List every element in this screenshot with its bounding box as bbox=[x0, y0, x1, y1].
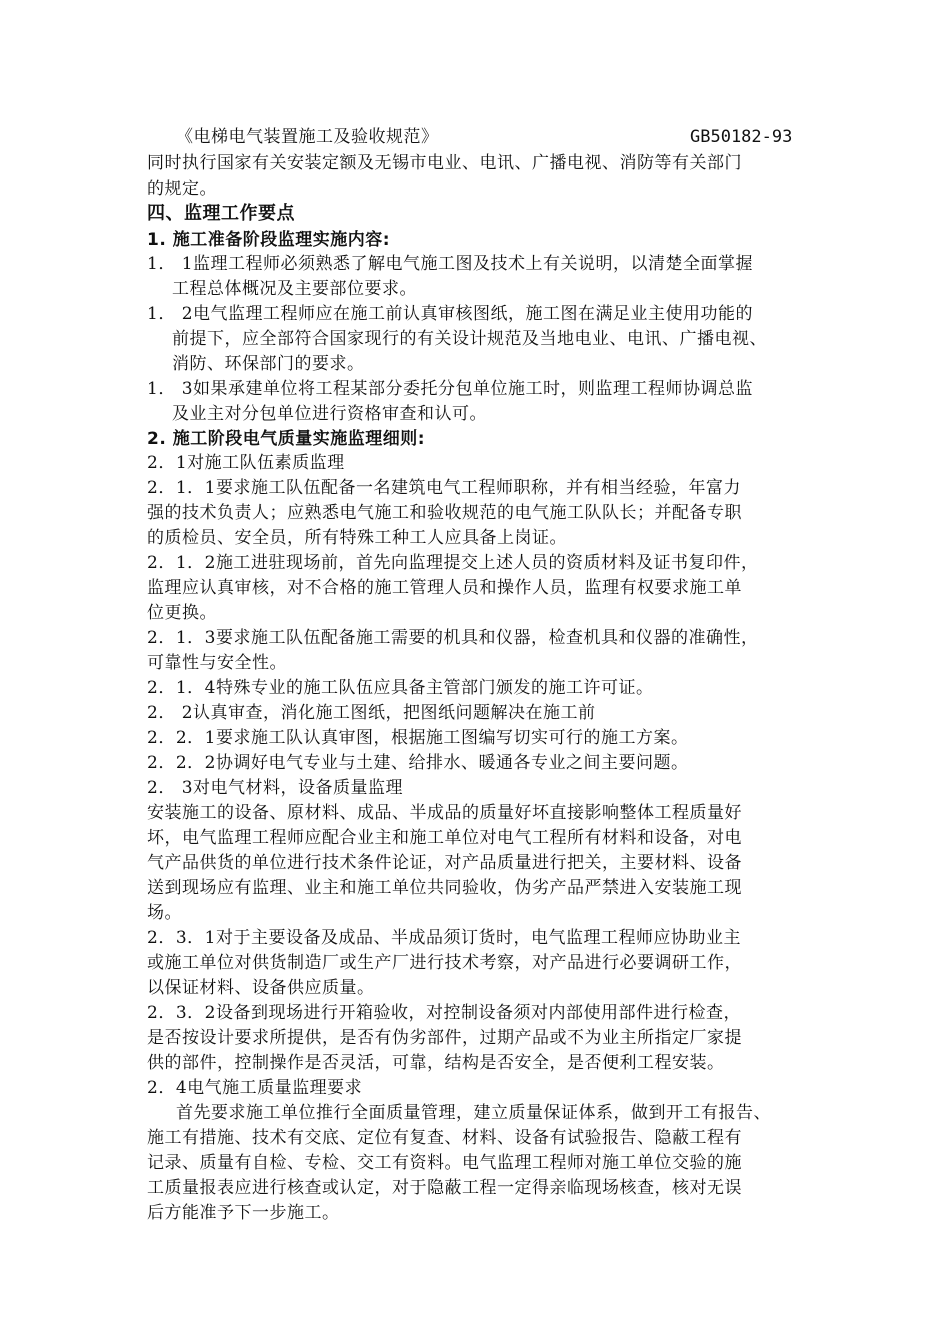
paragraph-line: 2． 2认真审查，消化施工图纸，把图纸问题解决在施工前 bbox=[147, 703, 596, 723]
paragraph-line: 2． 3对电气材料，设备质量监理 bbox=[147, 778, 404, 798]
paragraph-line: 坏，电气监理工程师应配合业主和施工单位对电气工程所有材料和设备，对电 bbox=[147, 828, 742, 848]
paragraph-line: 位更换。 bbox=[147, 603, 217, 623]
paragraph-line: 送到现场应有监理、业主和施工单位共同验收，伪劣产品严禁进入安装施工现 bbox=[147, 878, 742, 898]
paragraph-line: 后方能准予下一步施工。 bbox=[147, 1203, 340, 1223]
paragraph-line: 2．1．1要求施工队伍配备一名建筑电气工程师职称，并有相当经验，年富力 bbox=[147, 478, 741, 498]
subsection-heading: 2. 施工阶段电气质量实施监理细则: bbox=[147, 429, 426, 449]
paragraph-line: 强的技术负责人；应熟悉电气施工和验收规范的电气施工队队长；并配备专职 bbox=[147, 503, 742, 523]
paragraph-line: 工程总体概况及主要部位要求。 bbox=[172, 279, 417, 299]
paragraph-line: 1． 2电气监理工程师应在施工前认真审核图纸，施工图在满足业主使用功能的 bbox=[147, 304, 754, 324]
subsection-heading: 1. 施工准备阶段监理实施内容: bbox=[147, 230, 391, 250]
paragraph-line: 2．1．2施工进驻现场前，首先向监理提交上述人员的资质材料及证书复印件， bbox=[147, 553, 759, 573]
paragraph-line: 的质检员、安全员，所有特殊工种工人应具备上岗证。 bbox=[147, 528, 567, 548]
paragraph-line: 记录、质量有自检、专检、交工有资料。电气监理工程师对施工单位交验的施 bbox=[147, 1153, 742, 1173]
paragraph-line: 及业主对分包单位进行资格审查和认可。 bbox=[172, 404, 487, 424]
paragraph-line: 或施工单位对供货制造厂或生产厂进行技术考察，对产品进行必要调研工作， bbox=[147, 953, 742, 973]
paragraph-line: 安装施工的设备、原材料、成品、半成品的质量好坏直接影响整体工程质量好 bbox=[147, 803, 742, 823]
paragraph-line: 监理应认真审核，对不合格的施工管理人员和操作人员，监理有权要求施工单 bbox=[147, 578, 742, 598]
paragraph-line: 2．1对施工队伍素质监理 bbox=[147, 453, 345, 473]
section-heading: 四、监理工作要点 bbox=[147, 203, 295, 224]
paragraph-line: 2．1．3要求施工队伍配备施工需要的机具和仪器，检查机具和仪器的准确性， bbox=[147, 628, 759, 648]
paragraph-line: 的规定。 bbox=[147, 179, 217, 199]
paragraph-line: 2．4电气施工质量监理要求 bbox=[147, 1078, 363, 1098]
paragraph-line: 2．1．4特殊专业的施工队伍应具备主管部门颁发的施工许可证。 bbox=[147, 678, 654, 698]
paragraph-line: 可靠性与安全性。 bbox=[147, 653, 287, 673]
paragraph-line: 场。 bbox=[147, 903, 182, 923]
paragraph-line: 施工有措施、技术有交底、定位有复查、材料、设备有试验报告、隐蔽工程有 bbox=[147, 1128, 742, 1148]
paragraph-line: 前提下，应全部符合国家现行的有关设计规范及当地电业、电讯、广播电视、 bbox=[172, 329, 767, 349]
paragraph-line: 供的部件，控制操作是否灵活，可靠，结构是否安全，是否便利工程安装。 bbox=[147, 1053, 725, 1073]
paragraph-line: 1． 1监理工程师必须熟悉了解电气施工图及技术上有关说明，以清楚全面掌握 bbox=[147, 254, 754, 274]
paragraph-line: 工质量报表应进行核查或认定，对于隐蔽工程一定得亲临现场核查，核对无误 bbox=[147, 1178, 742, 1198]
paragraph-line: 是否按设计要求所提供，是否有伪劣部件，过期产品或不为业主所指定厂家提 bbox=[147, 1028, 742, 1048]
standard-title: 《电梯电气装置施工及验收规范》 bbox=[176, 127, 439, 147]
paragraph-line: 2．2．2协调好电气专业与土建、给排水、暖通各专业之间主要问题。 bbox=[147, 753, 689, 773]
paragraph-line: 消防、环保部门的要求。 bbox=[172, 354, 365, 374]
paragraph-line: 2．3．1对于主要设备及成品、半成品须订货时，电气监理工程师应协助业主 bbox=[147, 928, 741, 948]
paragraph-line: 同时执行国家有关安装定额及无锡市电业、电讯、广播电视、消防等有关部门 bbox=[147, 153, 742, 173]
paragraph-line: 首先要求施工单位推行全面质量管理，建立质量保证体系，做到开工有报告、 bbox=[176, 1103, 771, 1123]
paragraph-line: 1． 3如果承建单位将工程某部分委托分包单位施工时，则监理工程师协调总监 bbox=[147, 379, 754, 399]
paragraph-line: 2．2．1要求施工队认真审图，根据施工图编写切实可行的施工方案。 bbox=[147, 728, 689, 748]
paragraph-line: 2．3．2设备到现场进行开箱验收，对控制设备须对内部使用部件进行检查， bbox=[147, 1003, 741, 1023]
paragraph-line: 气产品供货的单位进行技术条件论证，对产品质量进行把关，主要材料、设备 bbox=[147, 853, 742, 873]
standard-code: GB50182-93 bbox=[690, 127, 793, 147]
paragraph-line: 以保证材料、设备供应质量。 bbox=[147, 978, 375, 998]
